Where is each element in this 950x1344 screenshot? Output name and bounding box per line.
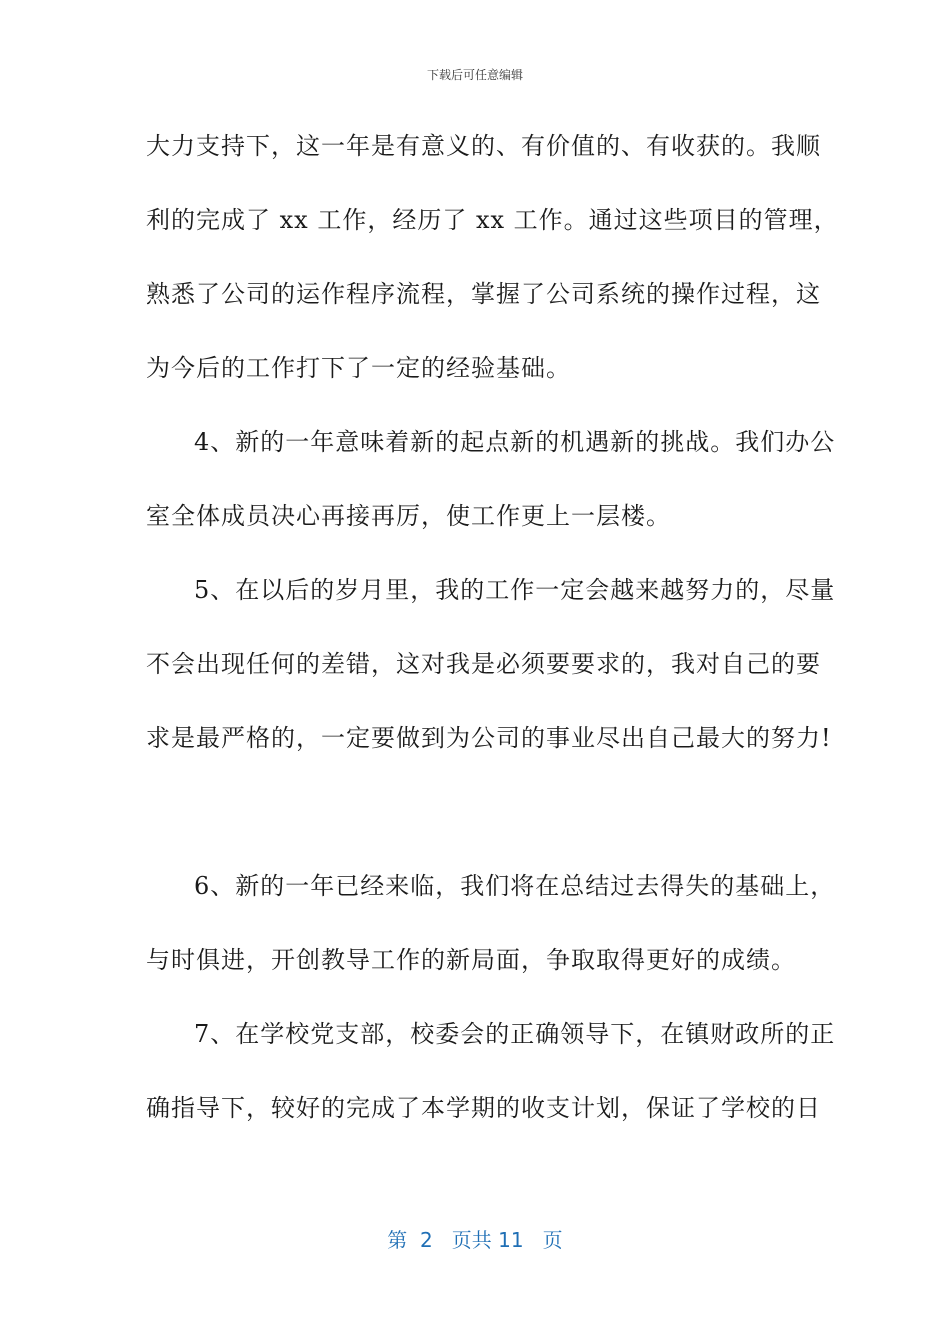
paragraph-7-start: 7、在学校党支部，校委会的正确领导下，在镇财政所的正 [194, 1020, 836, 1048]
page-header: 下载后可任意编辑 [426, 68, 523, 82]
paragraph-6-start: 6、新的一年已经来临，我们将在总结过去得失的基础上， [194, 872, 836, 900]
paragraph-5-start: 5、在以后的岁月里，我的工作一定会越来越努力的，尽量 [194, 576, 836, 604]
paragraph-4-start: 4、新的一年意味着新的起点新的机遇新的挑战。我们办公 [194, 428, 836, 456]
text-line: 确指导下，较好的完成了本学期的收支计划，保证了学校的日 [146, 1094, 821, 1122]
text-line: 不会出现任何的差错，这对我是必须要要求的，我对自己的要 [146, 650, 821, 678]
paragraph-gap [146, 792, 816, 866]
page-number-footer: 第 2 页共 11 页 [387, 1228, 563, 1252]
document-body [146, 126, 839, 1162]
text-line: 熟悉了公司的运作程序流程，掌握了公司系统的操作过程，这 [146, 280, 821, 308]
text-line: 求是最严格的，一定要做到为公司的事业尽出自己最大的努力! [146, 724, 832, 752]
text-line: 为今后的工作打下了一定的经验基础。 [146, 354, 571, 382]
text-line: 与时俱进，开创教导工作的新局面，争取取得更好的成绩。 [146, 946, 796, 974]
text-line: 大力支持下，这一年是有意义的、有价值的、有收获的。我顺 [146, 132, 821, 160]
text-line: 室全体成员决心再接再厉，使工作更上一层楼。 [146, 502, 671, 530]
text-line: 利的完成了 xx 工作，经历了 xx 工作。通过这些项目的管理， [146, 206, 839, 234]
